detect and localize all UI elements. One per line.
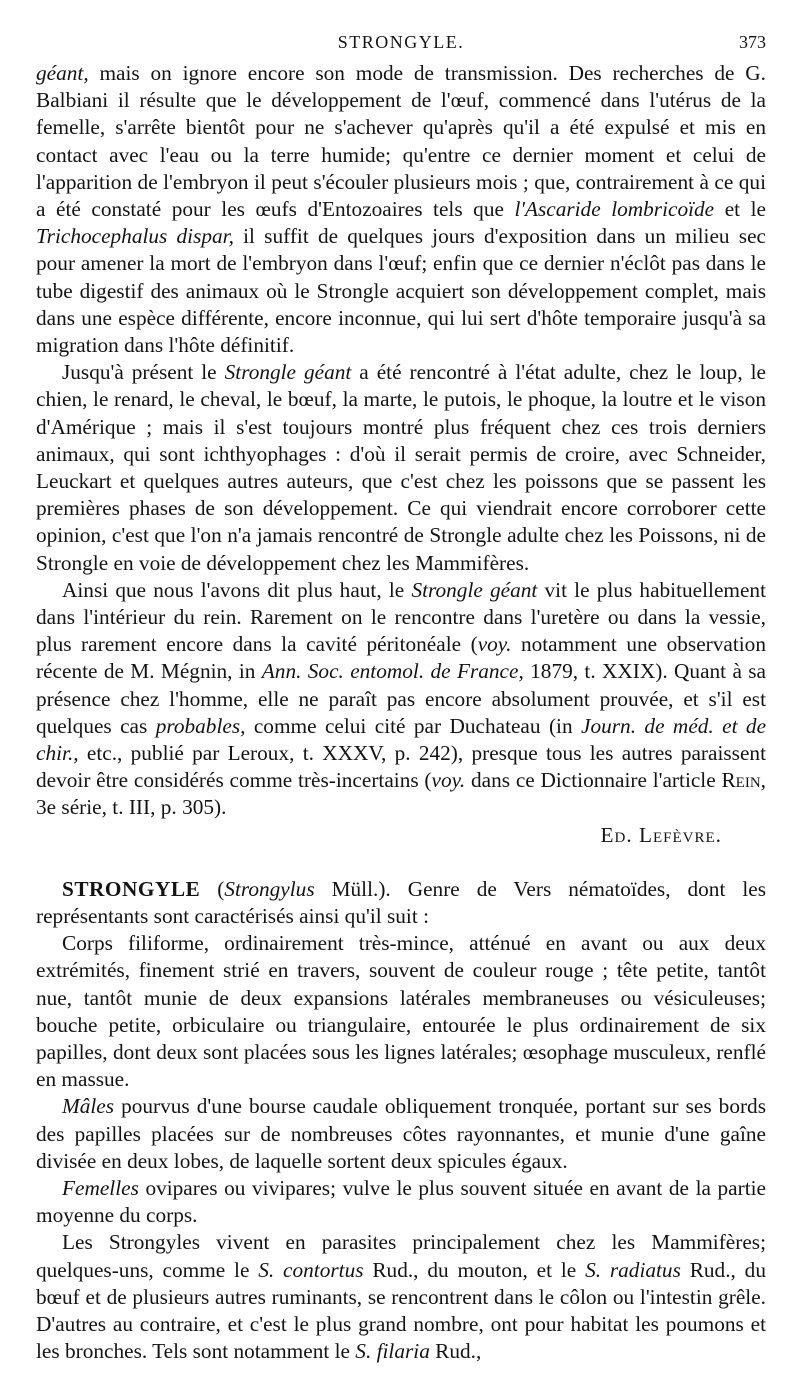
text-run: il suffit de quelques jours d'exposition dans un milieu sec pour amener la mort de l'embryon dans l'œuf; enfin que ce dernier n'éclôt pas dans le tube digestif des animaux où le Strongle acquiert son développement complet, mais dans une espèce différente, encore inconnue, qui lui sert d'hôte temporaire jusqu'à sa migration dans l'hôte définitif. xyxy=(36,224,766,358)
article-headword: STRONGYLE xyxy=(62,876,201,901)
text-run: et le xyxy=(714,197,766,222)
paragraph-parasites xyxy=(36,1229,766,1365)
italic-term: Journ. de méd. et de chir., xyxy=(36,713,767,766)
italic-term: l'Ascaride lombricoïde xyxy=(514,197,715,222)
signature-row xyxy=(36,822,766,849)
italic-term: Strongle géant xyxy=(411,577,538,602)
text-run: etc., publié par Leroux, t. XXXV, p. 242), presque tous les autres paraissent devoir être considérés comme très-incertains ( xyxy=(36,741,766,793)
text-run: Rud., du mouton, et le xyxy=(363,1257,586,1282)
paragraph-article-head xyxy=(36,876,766,930)
author-signature: Ed. Lefèvre. xyxy=(600,822,722,847)
italic-term: Femelles xyxy=(62,1175,139,1200)
italic-term: Trichocephalus dispar, xyxy=(36,224,234,249)
text-run: Jusqu'à présent le xyxy=(62,360,225,385)
text-run: 1879, t. XXIX). Quant à sa présence chez l'homme, elle ne paraît pas encore absolument prouvée, et s'il est quelques cas xyxy=(36,659,767,738)
running-title: STRONGYLE. xyxy=(337,32,465,52)
italic-term: Ann. Soc. entomol. de France, xyxy=(261,659,524,684)
paragraph-females xyxy=(36,1175,766,1229)
italic-term: probables, xyxy=(155,713,246,738)
text-run: Rud., du bœuf et de plusieurs autres ruminants, se rencontrent dans le côlon ou l'intestin grêle. D'autres au contraire, et c'est le plus grand nombre, ont pour habitat les poumons et les bronches. Tels sont notamment le xyxy=(36,1257,766,1364)
document-page xyxy=(36,30,766,1365)
section-gap xyxy=(36,849,766,876)
text-run: vit le plus habituellement dans l'intérieur du rein. Rarement on le rencontre dans l'uretère ou dans la vessie, plus rarement encore dans la cavité péritonéale ( xyxy=(36,577,766,657)
text-run: ovipares ou vivipares; vulve le plus souvent située en avant de la partie moyenne du corps. xyxy=(36,1175,766,1228)
text-run: a été rencontré à l'état adulte, chez le loup, le chien, le renard, le cheval, le bœuf, la marte, le putois, le phoque, la loutre et le vison d'Amérique ; mais il s'est toujours montré plus fréquent chez ces trois derniers animaux, qui sont ichthyophages : d'où il serait permis de croire, avec Schneider, Leuckart et quelques autres auteurs, que c'est chez les poissons que se passent les premières phases de son développement. Ce qui viendrait encore corroborer cette opinion, c'est que l'on n'a jamais rencontré de Strongle adulte chez les Poissons, ni de Strongle en voie de développement chez les Mammifères. xyxy=(36,360,766,575)
text-run: pourvus d'une bourse caudale obliquement tronquée, portant sur ses bords des papilles placées sur de nombreuses côtes rayonnantes, et munie d'une gaîne divisée en deux lobes, de laquelle sortent deux spicules égaux. xyxy=(36,1094,766,1173)
italic-term: S. filaria xyxy=(355,1339,430,1364)
text-run: notamment une observation récente de M. Mégnin, in xyxy=(36,632,766,684)
text-run: dans ce Dictionnaire l'article xyxy=(465,768,722,793)
text-run: Corps filiforme, ordinairement très-mince, atténué en avant ou aux deux extrémités, finement strié en travers, souvent de couleur rouge ; tête petite, tantôt nue, tantôt munie de deux expansions latérales membraneuses ou vésiculeuses; bouche petite, orbiculaire ou triangulaire, entourée le plus ordinairement de six papilles, dont deux sont placées sous les lignes latérales; œsophage musculeux, renflé en massue. xyxy=(36,931,766,1092)
italic-term: géant, xyxy=(36,61,89,85)
paragraph-males xyxy=(36,1093,766,1175)
italic-term: Strongylus xyxy=(224,876,315,901)
text-run: , 3e série, t. III, p. 305). xyxy=(36,768,766,820)
paragraph-body-description xyxy=(36,930,766,1093)
paragraph-transmission xyxy=(36,60,766,359)
text-run: comme celui cité par Duchateau (in xyxy=(245,713,582,738)
text-run: Rud., xyxy=(429,1339,482,1364)
page-header xyxy=(36,30,766,60)
page-number: 373 xyxy=(739,32,766,52)
italic-term: voy. xyxy=(431,768,466,793)
italic-term: S. radiatus xyxy=(585,1257,681,1282)
paragraph-habitat xyxy=(36,577,766,822)
text-run: Ainsi que nous l'avons dit plus haut, le xyxy=(62,577,412,602)
paragraph-hosts xyxy=(36,359,766,577)
text-run: Müll.). Genre de Vers nématoïdes, dont les représentants sont caractérisés ainsi qu'il suit : xyxy=(36,876,766,928)
italic-term: S. contortus xyxy=(258,1257,364,1282)
small-caps-term: Rein xyxy=(721,768,761,793)
italic-term: Strongle géant xyxy=(224,360,352,385)
text-run: mais on ignore encore son mode de transmission. Des recherches de G. Balbiani il résulte que le développement de l'œuf, commencé dans l'utérus de la femelle, s'arrête bientôt pour ne s'achever qu'après qu'il a été expulsé et mis en contact avec l'eau ou la terre humide; qu'entre ce dernier moment et celui de l'apparition de l'embryon il peut s'écouler plusieurs mois ; que, contrairement à ce qui a été constaté pour les œufs d'Entozoaires tels que xyxy=(36,61,766,222)
italic-term: Mâles xyxy=(62,1094,115,1119)
text-run: Les Strongyles vivent en parasites principalement chez les Mammifères; quelques-uns, comme le xyxy=(36,1230,766,1282)
text-run: ( xyxy=(200,876,225,901)
italic-term: voy. xyxy=(477,632,512,657)
